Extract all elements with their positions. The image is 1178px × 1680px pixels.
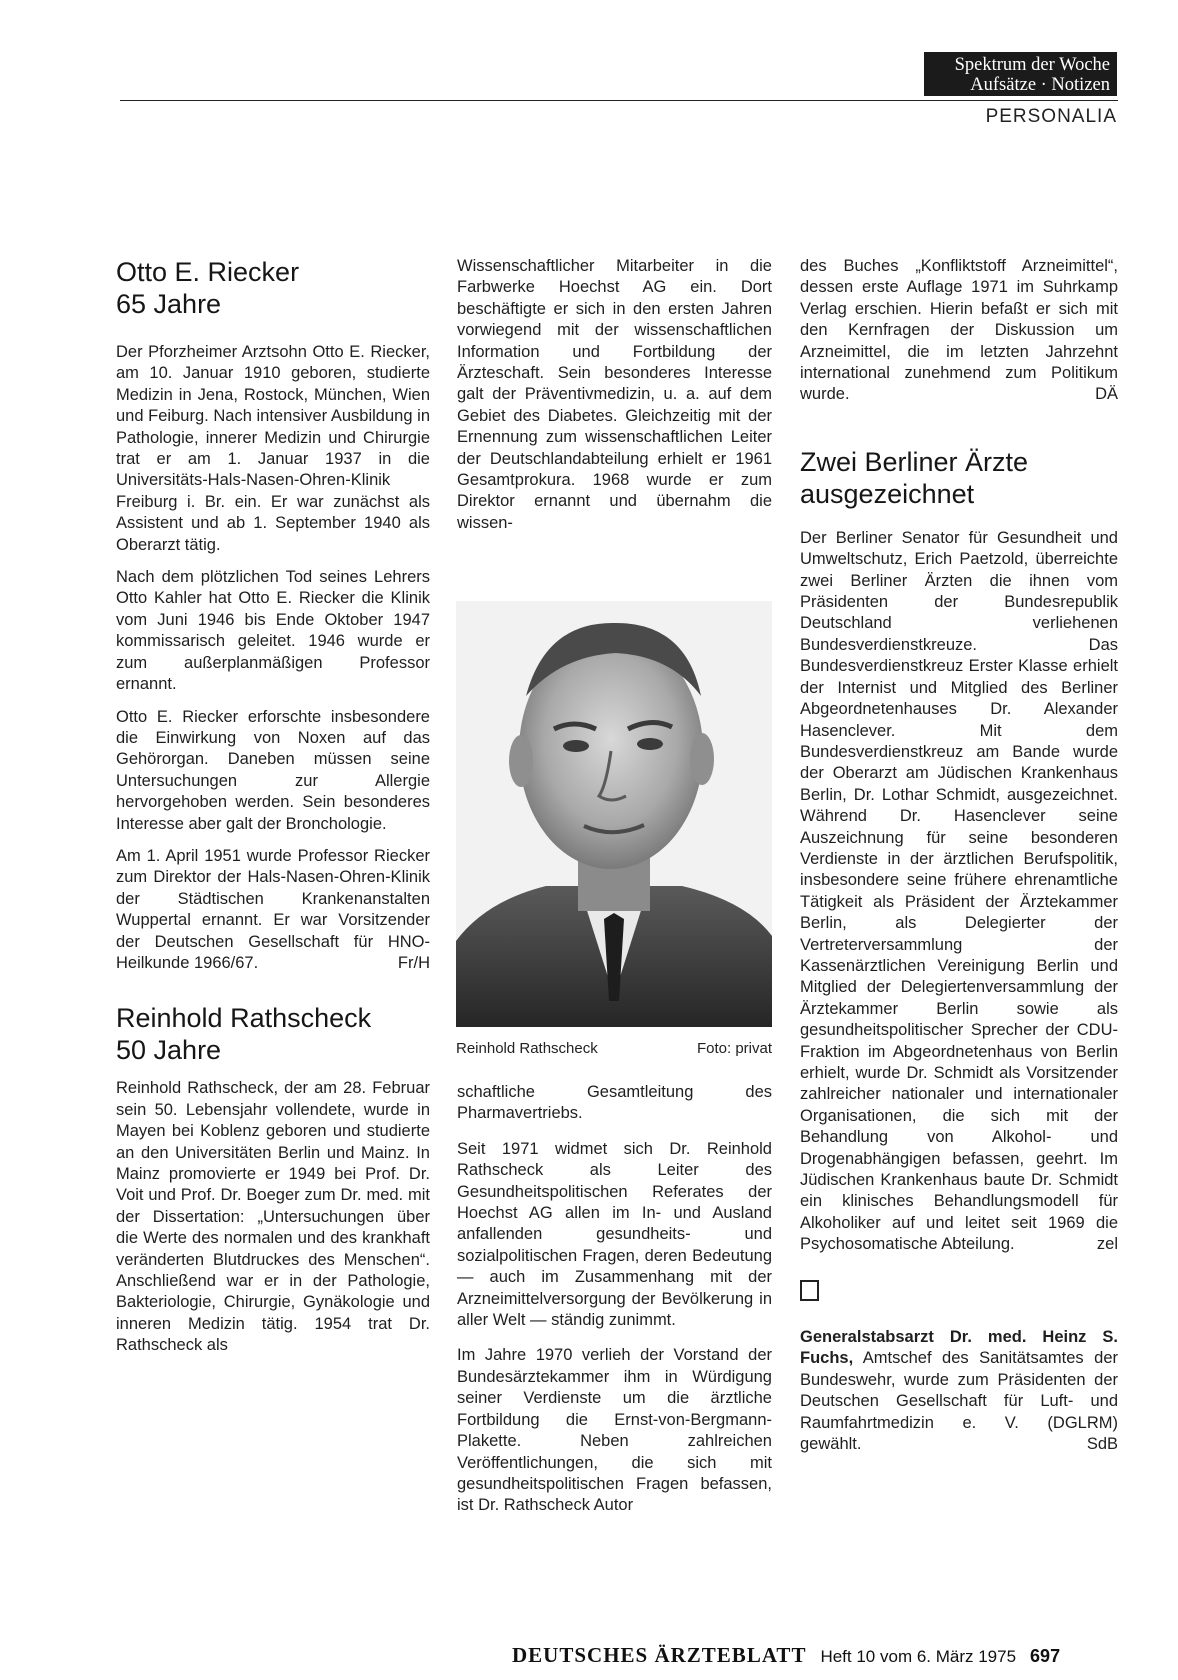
- article2-paragraph: des Buches „Konfliktstoff Arzneimittel“, dessen erste Auflage 1971 im Suhrkamp Verlag erschien. Hierin befaßt er sich mit den Kernfragen der Diskussion um Arzneimittel, die im letzten Jahrzehnt international zunehmend zum Politikum wurde. DÄ: [800, 256, 1118, 406]
- article2-paragraph: Wissenschaftlicher Mitarbeiter in die Farbwerke Hoechst AG ein. Dort beschäftigte er sich in den ersten Jahren vorwiegend mit der wissenschaftlichen Information und Fortbildung der Ärzteschaft. Sein besonderes Interesse galt der Präventivmedizin, u. a. auf dem Gebiet des Diabetes. Gleichzeitig mit der Ernennung zum wissenschaftlichen Leiter der Deutschlandabteilung erhielt er 1961 Gesamtprokura. 1968 wurde er zum Direktor ernannt und übernahm die wissen-: [457, 257, 772, 532]
- article1-paragraph: Otto E. Riecker erforschte insbesondere die Einwirkung von Noxen auf das Gehörorgan. Daneben müssen seine Untersuchungen zur Allergie hervorgehoben werden. Sein besonderes Interesse aber galt der Bronchologie.: [116, 707, 430, 833]
- issue-info: Heft 10 vom 6. März 1975: [820, 1647, 1017, 1666]
- article3-title: [800, 446, 1118, 510]
- article2-paragraph: schaftliche Gesamtleitung des Pharmavertriebs.: [457, 1083, 772, 1123]
- section-badge: [924, 52, 1117, 96]
- article1-title-line1: Otto E. Riecker: [116, 257, 300, 287]
- article3-title-line2: ausgezeichnet: [800, 478, 975, 509]
- page-footer: [512, 1643, 1117, 1668]
- article1-signature: Fr/H: [397, 953, 430, 972]
- badge-line-2: Aufsätze · Notizen: [970, 75, 1110, 95]
- article3-title-line1: Zwei Berliner Ärzte: [800, 446, 1029, 477]
- header-rule: [120, 100, 1118, 101]
- article4-paragraph: Generalstabsarzt Dr. med. Heinz S. Fuchs, Amtschef des Sanitätsamtes der Bundeswehr, wurde zum Präsidenten der Deutschen Gesellschaft für Luft- und Raumfahrtmedizin e. V. (DGLRM) gewählt. SdB: [800, 1327, 1118, 1455]
- article1-title-line2: 65 Jahre: [116, 289, 222, 319]
- article2-title: [116, 1002, 430, 1066]
- article1-paragraph: Am 1. April 1951 wurde Professor Riecker zum Direktor der Hals-Nasen-Ohren-Klinik der Städtischen Krankenanstalten Wuppertal ernannt. Er war Vorsitzender der Deutschen Gesellschaft für HNO-Heilkunde 1966/67. Fr/H: [116, 846, 430, 974]
- article1-paragraph: Nach dem plötzlichen Tod seines Lehrers Otto Kahler hat Otto E. Riecker die Klinik vom Juni 1946 bis Ende Oktober 1947 kommissarisch geleitet. 1946 wurde er zum außerplanmäßigen Professor ernannt.: [116, 568, 430, 694]
- article2-title-line2: 50 Jahre: [116, 1035, 222, 1066]
- article2-paragraph: Reinhold Rathscheck, der am 28. Februar sein 50. Lebensjahr vollendete, wurde in Mayen bei Koblenz geboren und studierte an den Universitäten Berlin und Mainz. In Mainz promovierte er 1949 bei Prof. Dr. Voit und Prof. Dr. Boeger zum Dr. med. mit der Dissertation: „Untersuchungen über die Werte des normalen und des krankhaft veränderten Blutdruckes des Menschen“. Anschließend war er in der Pathologie, Bakteriologie, Chirurgie, Gynäkologie und inneren Medizin tätig. 1954 trat Dr. Rathscheck als: [116, 1079, 430, 1355]
- photo-caption: [456, 1040, 772, 1057]
- caption-credit: Foto: privat: [696, 1040, 772, 1057]
- masthead: DEUTSCHES ÄRZTEBLATT: [512, 1643, 807, 1667]
- article3-paragraph: Der Berliner Senator für Gesundheit und Umweltschutz, Erich Paetzold, überreichte zwei Berliner Ärzten die ihnen vom Präsidenten der Bundesrepublik Deutschland verliehenen Bundesverdienstkreuze. Das Bundesverdienstkreuz Erster Klasse erhielt der Internist und Mitglied des Berliner Abgeordnetenhauses Dr. Alexander Hasenclever. Mit dem Bundesverdienstkreuz am Bande wurde der Oberarzt am Jüdischen Krankenhaus Berlin, Dr. Lothar Schmidt, ausgezeichnet. Während Dr. Hasenclever seine Auszeichnung für seine besonderen Verdienste in der ärztlichen Berufspolitik, insbesondere seine frühere ehrenamtliche Tätigkeit als Präsident der Ärztekammer Berlin, als Delegierter der Vertreterversammlung der Kassenärztlichen Vereinigung Berlin und Mitglied der Delegiertenversammlung der Ärztekammer Berlin sowie als gesundheitspolitischer Sprecher der CDU-Fraktion im Abgeordnetenhaus von Berlin erhielt, wurde Dr. Schmidt als Vorsitzender zahlreicher nationaler und internationaler Organisationen, die sich mit der Behandlung von Alkohol- und Drogenabhängigen befassen, geehrt. Im Jüdischen Krankenhaus baute Dr. Schmidt ein klinisches Behandlungsmodell für Alkoholiker auf und leitet seit 1969 die Psychosomatische Abteilung. zel: [800, 528, 1118, 1256]
- badge-line-1: Spektrum der Woche: [954, 55, 1110, 75]
- article3-signature: zel: [1096, 1235, 1118, 1254]
- column-3: [800, 256, 1118, 1456]
- portrait-illustration: [456, 601, 772, 1027]
- column-2-bottom: [457, 1082, 772, 1528]
- article1-paragraph: Der Pforzheimer Arztsohn Otto E. Riecker, am 10. Januar 1910 geboren, studierte Medizin in Jena, Rostock, München, Wien und Feiburg. Nach intensiver Ausbildung in Pathologie, innerer Medizin und Chirurgie trat er am 1. Januar 1937 in die Universitäts-Hals-Nasen-Ohren-Klinik Freiburg i. Br. ein. Er war zunächst als Assistent und ab 1. September 1940 als Oberarzt tätig.: [116, 343, 430, 554]
- end-mark-square: [800, 1280, 819, 1301]
- section-label: PERSONALIA: [985, 106, 1117, 127]
- page-number: 697: [1030, 1646, 1061, 1666]
- article4-lead: Generalstabsarzt Dr. med. Heinz S. Fuchs,: [800, 1328, 1118, 1368]
- article2-signature: DÄ: [1095, 385, 1118, 404]
- article2-title-line1: Reinhold Rathscheck: [116, 1003, 372, 1034]
- portrait-photo: [456, 601, 772, 1027]
- article2-paragraph: Seit 1971 widmet sich Dr. Reinhold Rathscheck als Leiter des Gesundheitspolitischen Referates der Hoechst AG allen im In- und Ausland anfallenden gesundheits- und sozialpolitischen Fragen, deren Bedeutung — auch im Zusammenhang mit der Arzneimittelversorgung der Bevölkerung in aller Welt — ständig zunimmt.: [457, 1139, 772, 1330]
- article1-title: [116, 256, 430, 320]
- column-2-top: [457, 256, 772, 545]
- article2-paragraph: Im Jahre 1970 verlieh der Vorstand der Bundesärztekammer ihm in Würdigung seiner Verdienste um die ärztliche Fortbildung die Ernst-von-Bergmann-Plakette. Neben zahlreichen Veröffentlichungen, die sich mit gesundheitspolitischen Fragen befassen, ist Dr. Rathscheck Autor: [457, 1346, 772, 1515]
- article4-signature: SdB: [1086, 1435, 1118, 1454]
- column-1: [116, 256, 430, 1368]
- caption-name: Reinhold Rathscheck: [456, 1040, 598, 1057]
